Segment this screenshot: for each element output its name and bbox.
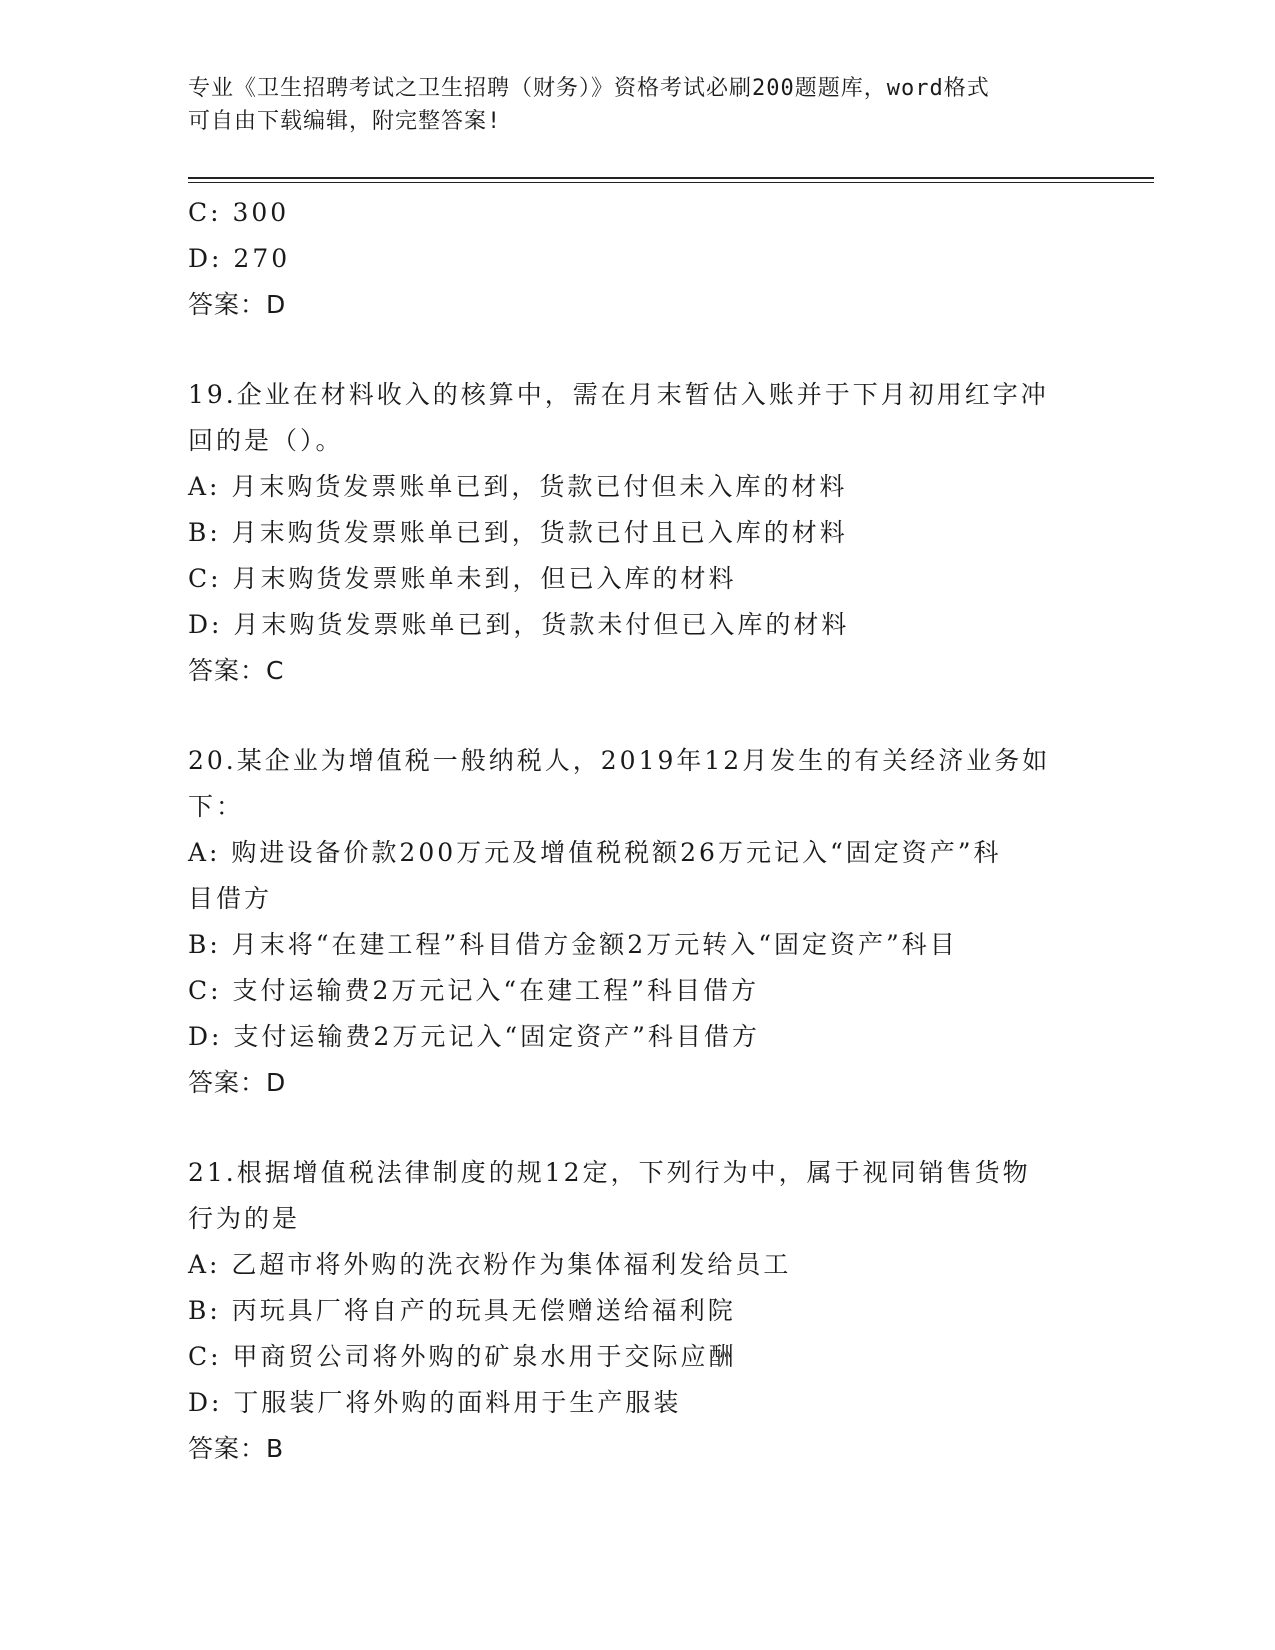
spacer xyxy=(188,694,1088,738)
question-stem: 20.某企业为增值税一般纳税人，2019年12月发生的有关经济业务如 xyxy=(188,746,1051,775)
question-block-21 xyxy=(188,1150,1088,1472)
option-d: D: 支付运输费2万元记入“固定资产”科目借方 xyxy=(188,1022,760,1051)
option-b: B: 丙玩具厂将自产的玩具无偿赠送给福利院 xyxy=(188,1296,736,1325)
header-title-line-1: 专业《卫生招聘考试之卫生招聘（财务）》资格考试必刷200题题库，word格式 xyxy=(188,76,990,101)
document-header xyxy=(188,72,1068,138)
header-divider xyxy=(188,177,1154,179)
option-b: B: 月末购货发票账单已到，货款已付且已入库的材料 xyxy=(188,518,848,547)
question-list xyxy=(188,190,1088,1472)
option-a: A: 月末购货发票账单已到，货款已付但未入库的材料 xyxy=(188,472,848,501)
option-c: C: 甲商贸公司将外购的矿泉水用于交际应酬 xyxy=(188,1342,737,1371)
option-c: C: 月末购货发票账单未到，但已入库的材料 xyxy=(188,564,737,593)
header-divider-thin xyxy=(188,182,1154,183)
option-d: D: 270 xyxy=(188,244,291,273)
answer-text: 答案：B xyxy=(188,1434,285,1463)
option-a: A: 乙超市将外购的洗衣粉作为集体福利发给员工 xyxy=(188,1250,792,1279)
answer-text: 答案：D xyxy=(188,290,287,319)
option-b: B: 月末将“在建工程”科目借方金额2万元转入“固定资产”科目 xyxy=(188,930,958,959)
question-stem: 21.根据增值税法律制度的规12定，下列行为中，属于视同销售货物 xyxy=(188,1158,1031,1187)
question-stem-continued: 回的是（）。 xyxy=(188,426,344,455)
option-d: D: 丁服装厂将外购的面料用于生产服装 xyxy=(188,1388,682,1417)
option-c: C: 300 xyxy=(188,198,290,227)
answer-text: 答案：D xyxy=(188,1068,287,1097)
question-block-19 xyxy=(188,372,1088,694)
option-a: A: 购进设备价款200万元及增值税税额26万元记入“固定资产”科 xyxy=(188,838,1002,867)
question-block-20 xyxy=(188,738,1088,1106)
spacer xyxy=(188,328,1088,372)
option-d: D: 月末购货发票账单已到，货款未付但已入库的材料 xyxy=(188,610,850,639)
option-c: C: 支付运输费2万元记入“在建工程”科目借方 xyxy=(188,976,759,1005)
answer-text: 答案：C xyxy=(188,656,285,685)
option-a-continued: 目借方 xyxy=(188,884,273,913)
question-stem: 19.企业在材料收入的核算中，需在月末暂估入账并于下月初用红字冲 xyxy=(188,380,1049,409)
question-stem-continued: 行为的是 xyxy=(188,1204,301,1233)
question-stem-continued: 下： xyxy=(188,792,245,821)
question-block-18 xyxy=(188,190,1088,328)
spacer xyxy=(188,1106,1088,1150)
header-title-line-2: 可自由下载编辑，附完整答案! xyxy=(188,109,502,134)
